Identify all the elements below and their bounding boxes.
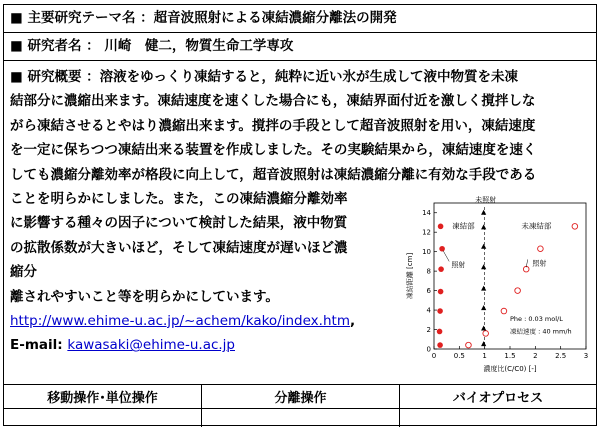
overview-line: 離されやすいこと等を明らかにしています。 <box>10 288 279 305</box>
category-value-row <box>4 409 596 427</box>
annotation-arrow-left <box>443 251 449 262</box>
annotation-unfrozen-part: 未凍結部 <box>521 221 552 231</box>
annotation-phe: Phe : 0.03 mol/L <box>510 314 563 323</box>
frozen-point <box>438 224 444 230</box>
overview-line: を一定に保ちつつ凍結出来る装置を作成しました。その実験結果から，凍結速度を速く <box>10 142 537 159</box>
unfrozen-point <box>483 331 489 337</box>
category-transfer-value <box>4 409 202 427</box>
no-irradiation-point <box>481 264 486 269</box>
unfrozen-point <box>515 288 521 294</box>
url-suffix: , <box>349 312 356 329</box>
overview-line: に影響する種々の因子について検討した結果，液中物質 <box>10 215 348 232</box>
category-transfer: 移動操作･単位操作 <box>4 385 202 408</box>
no-irradiation-point <box>481 244 486 249</box>
unfrozen-point <box>501 308 507 314</box>
category-bioprocess: バイオプロセス <box>452 391 544 406</box>
unfrozen-point <box>466 342 472 348</box>
frozen-point <box>437 308 443 314</box>
no-irradiation-point <box>481 326 486 331</box>
overview-line: しても濃縮分離効率が格段に向上して，超音波照射は凍結濃縮分離に有効な手段である <box>10 166 537 183</box>
frozen-point <box>437 329 443 335</box>
unfrozen-point <box>538 246 544 252</box>
y-tick-label: 14 <box>422 209 431 218</box>
frozen-point <box>439 246 445 252</box>
y-tick-label: 6 <box>426 287 431 296</box>
research-theme-title: ■ 主要研究テーマ名 ：超音波照射による凍結濃縮分離法の開発 <box>10 10 397 26</box>
category-header-row <box>4 385 596 409</box>
overview-section <box>4 61 596 385</box>
researcher-row <box>4 33 596 61</box>
annotation-irradiation-right: 照射 <box>532 259 547 268</box>
no-irradiation-point <box>481 286 486 291</box>
research-theme-row <box>4 5 596 33</box>
annotation-irradiation-left: 照射 <box>451 261 466 270</box>
x-tick-label: 0 <box>431 352 437 360</box>
y-tick-label: 2 <box>426 326 431 335</box>
x-tick-label: 3 <box>583 352 589 360</box>
category-separation-value <box>202 409 400 427</box>
overview-line: ■ 研究概要 ：溶液をゆっくり凍結すると，純粋に近い氷が生成して液中物質を未凍 <box>10 69 519 85</box>
no-irradiation-point <box>481 341 486 346</box>
x-tick-label: 2 <box>533 352 538 360</box>
frozen-point <box>437 342 443 348</box>
no-irradiation-point <box>481 224 486 229</box>
y-tick-label: 12 <box>422 228 431 237</box>
concentration-ratio-chart <box>396 193 596 383</box>
annotation-frozen-part: 凍結部 <box>452 221 475 231</box>
overview-line: がら凍結させるとやはり濃縮出来ます。撹拌の手段として超音波照射を用い，凍結速度 <box>10 117 536 134</box>
annotation-speed: 凍結速度 : 40 mm/h <box>510 327 572 336</box>
frozen-point <box>438 266 444 272</box>
y-tick-label: 0 <box>426 345 431 354</box>
y-axis-label: 凍結距離 [cm] <box>406 252 414 300</box>
no-irradiation-point <box>481 305 486 310</box>
x-tick-label: 2.5 <box>555 352 567 360</box>
y-tick-label: 10 <box>422 248 431 257</box>
homepage-link[interactable]: http://www.ehime-u.ac.jp/~achem/kako/index.htm <box>10 312 350 329</box>
x-tick-label: 0.5 <box>453 352 465 360</box>
annotation-no-irradiation: 未照射 <box>475 196 497 204</box>
x-tick-label: 1 <box>482 352 487 360</box>
sheet-frame <box>3 4 597 426</box>
no-irradiation-point <box>481 210 486 215</box>
email-link[interactable]: kawasaki@ehime-u.ac.jp <box>67 337 235 354</box>
overview-line: ことを明らかにしました。また，この凍結濃縮分離効率 <box>10 190 348 207</box>
y-tick-label: 4 <box>426 306 431 315</box>
y-tick-label: 8 <box>426 267 431 276</box>
category-bioprocess-value <box>400 409 596 427</box>
x-axis-label: 濃度比(C/C0) [-] <box>483 365 537 373</box>
overview-line: の拡散係数が大きいほど，そして凍結速度が遅いほど濃 <box>10 239 348 256</box>
overview-line: 結部分に濃縮出来ます。凍結速度を速くした場合にも，凍結界面付近を激しく撹拌しな <box>10 93 536 110</box>
researcher-name: ■ 研究者名 ： 川崎 健二，物質生命工学専攻 <box>10 38 294 54</box>
email-label: E-mail: <box>10 337 68 354</box>
x-tick-label: 1.5 <box>504 352 516 360</box>
frozen-point <box>438 289 444 295</box>
category-separation: 分離操作 <box>202 385 400 408</box>
unfrozen-point <box>572 224 578 230</box>
overview-line: 縮分 <box>10 264 37 281</box>
